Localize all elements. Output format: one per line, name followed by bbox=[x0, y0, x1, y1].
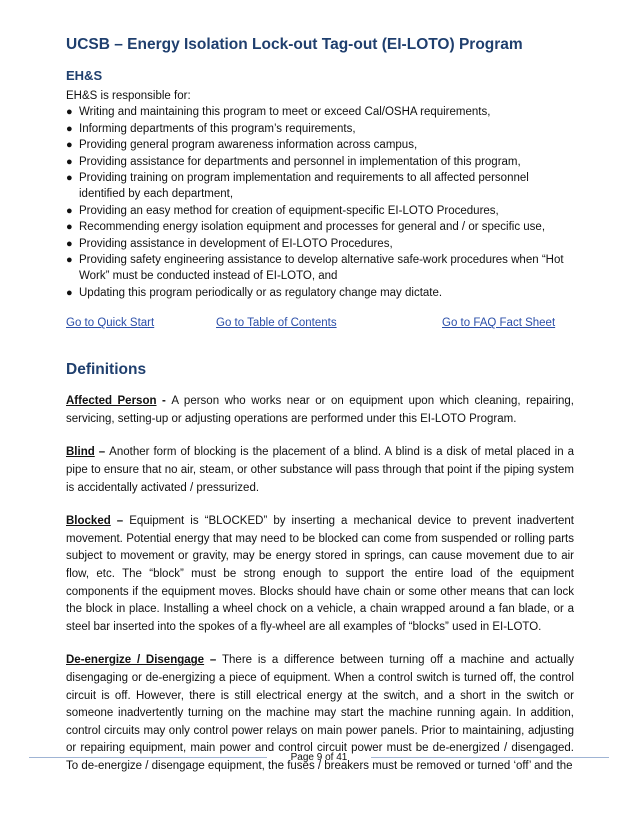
faq-fact-sheet-link[interactable]: Go to FAQ Fact Sheet bbox=[442, 317, 556, 330]
list-item: ● Updating this program periodically or as regulatory change may dictate. bbox=[66, 285, 574, 301]
bullet-icon: ● bbox=[66, 155, 73, 168]
ehs-heading: EH&S bbox=[66, 68, 103, 83]
list-item: ● Providing general program awareness information across campus, bbox=[66, 137, 574, 153]
definition-affected-person: Affected Person - A person who works near or on equipment upon which cleaning, repairing, servicing, setting-up or adjusting operations are performed under this EI-LOTO Program. bbox=[66, 395, 575, 425]
list-item: ● Informing departments of this program’s requirements, bbox=[66, 121, 574, 137]
page-number: Page 9 of 41 bbox=[290, 752, 348, 763]
bullet-icon: ● bbox=[66, 172, 73, 185]
document-page bbox=[66, 36, 574, 792]
definition-text: There is a difference between turning off a machine and actually disengaging or de-energizing a piece of equipment. When a control switch is turned off, the control circuit is off. However, there is still electrical energy at the switch, and a short in the switch or someone inadvertently turning on the machine may start the machine running again. In addition, control circuits may only control power relays on main power panels. Prior to maintaining, adjusting or repairing equipment, main power and control circuit power must be de-energized / disengaged. To de-energize / disengage equipment, the fuses / breakers must be removed or turned ‘off’ and the bbox=[66, 654, 574, 772]
list-item: ● Providing assistance for departments and personnel in implementation of this program, bbox=[66, 154, 574, 170]
ehs-responsibilities-list bbox=[66, 104, 574, 301]
bullet-icon: ● bbox=[66, 106, 73, 119]
definition-text: A person who works near or on equipment upon which cleaning, repairing, servicing, setting-up or adjusting operations are performed under this EI-LOTO Program. bbox=[66, 395, 575, 425]
table-of-contents-link[interactable]: Go to Table of Contents bbox=[216, 317, 337, 330]
definition-term: Affected Person bbox=[66, 395, 157, 408]
ehs-intro: EH&S is responsible for: bbox=[66, 90, 191, 102]
page-title: UCSB – Energy Isolation Lock-out Tag-out (EI-LOTO) Program bbox=[66, 36, 523, 53]
bullet-icon: ● bbox=[66, 221, 73, 234]
bullet-icon: ● bbox=[66, 139, 73, 152]
navigation-links bbox=[66, 315, 574, 331]
list-item: ● Providing assistance in development of EI-LOTO Procedures, bbox=[66, 236, 574, 252]
footer-rule-left bbox=[29, 757, 267, 758]
list-item: ● Writing and maintaining this program to meet or exceed Cal/OSHA requirements, bbox=[66, 104, 574, 120]
list-item: ● Providing training on program implementation and requirements to all affected personnel identified by each department, bbox=[66, 172, 529, 201]
footer-rule-right bbox=[371, 757, 609, 758]
page-footer bbox=[0, 752, 638, 763]
definition-term: Blind bbox=[66, 446, 95, 459]
definition-blocked: Blocked – Equipment is “BLOCKED” by inserting a mechanical device to prevent inadvertent movement. Potential energy that may need to be blocked can come from suspended or rolling parts subject to movement or gravity, may be energy stored in springs, can cause movement due to air flow, etc. The “block” must be strong enough to support the entire load of the equipment components if the equipment moves. Blocks should have chain or some other means that can lock the block in place. Installing a wheel chock on a vehicle, a chain wrapped around a fan blade, or a steel bar inserted into the spokes of a fly-wheel are all examples of “blocks” used in EI-LOTO. bbox=[66, 515, 574, 633]
bullet-icon: ● bbox=[66, 286, 73, 299]
definition-term: Blocked bbox=[66, 515, 111, 528]
bullet-icon: ● bbox=[66, 237, 73, 250]
list-item: ● Providing safety engineering assistance to develop alternative safe-work procedures when “Hot Work” must be conducted instead of EI-LOTO, and bbox=[66, 254, 564, 283]
list-item: ● Providing an easy method for creation of equipment-specific EI-LOTO Procedures, bbox=[66, 203, 574, 219]
bullet-icon: ● bbox=[66, 122, 73, 135]
definition-text: Another form of blocking is the placement of a blind. A blind is a disk of metal placed in a pipe to ensure that no air, steam, or other substance will pass through that point if the piping system is accidentally activated / pressurized. bbox=[66, 446, 574, 494]
definition-term: De-energize / Disengage bbox=[66, 654, 205, 667]
list-item: ● Recommending energy isolation equipment and processes for general and / or specific use, bbox=[66, 219, 574, 235]
quick-start-link[interactable]: Go to Quick Start bbox=[66, 317, 155, 330]
bullet-icon: ● bbox=[66, 204, 73, 217]
definitions-heading: Definitions bbox=[66, 361, 147, 379]
bullet-icon: ● bbox=[66, 254, 73, 267]
definition-blind: Blind – Another form of blocking is the placement of a blind. A blind is a disk of metal placed in a pipe to ensure that no air, steam, or other substance will pass through that point if the piping system is accidentally activated / pressurized. bbox=[66, 446, 574, 494]
definition-de-energize: De-energize / Disengage – There is a difference between turning off a machine and actually disengaging or de-energizing a piece of equipment. When a control switch is turned off, the control circuit is off. However, there is still electrical energy at the switch, and a short in the switch or someone inadvertently turning on the machine may start the machine running again. In addition, control circuits may only control power relays on main power panels. Prior to maintaining, adjusting or repairing equipment, main power and control circuit power must be de-energized / disengaged. To de-energize / disengage equipment, the fuses / breakers must be removed or turned ‘off’ and the bbox=[66, 654, 574, 772]
definition-text: Equipment is “BLOCKED” by inserting a mechanical device to prevent inadvertent movement. Potential energy that may need to be blocked can come from suspended or rolling parts subject to movement or gravity, may be energy stored in springs, can cause movement due to air flow, etc. The “block” must be strong enough to support the entire load of the equipment components if the equipment moves. Blocks should have chain or some other means that can lock the block in place. Installing a wheel chock on a vehicle, a chain wrapped around a fan blade, or a steel bar inserted into the spokes of a fly-wheel are all examples of “blocks” used in EI-LOTO. bbox=[66, 515, 574, 633]
